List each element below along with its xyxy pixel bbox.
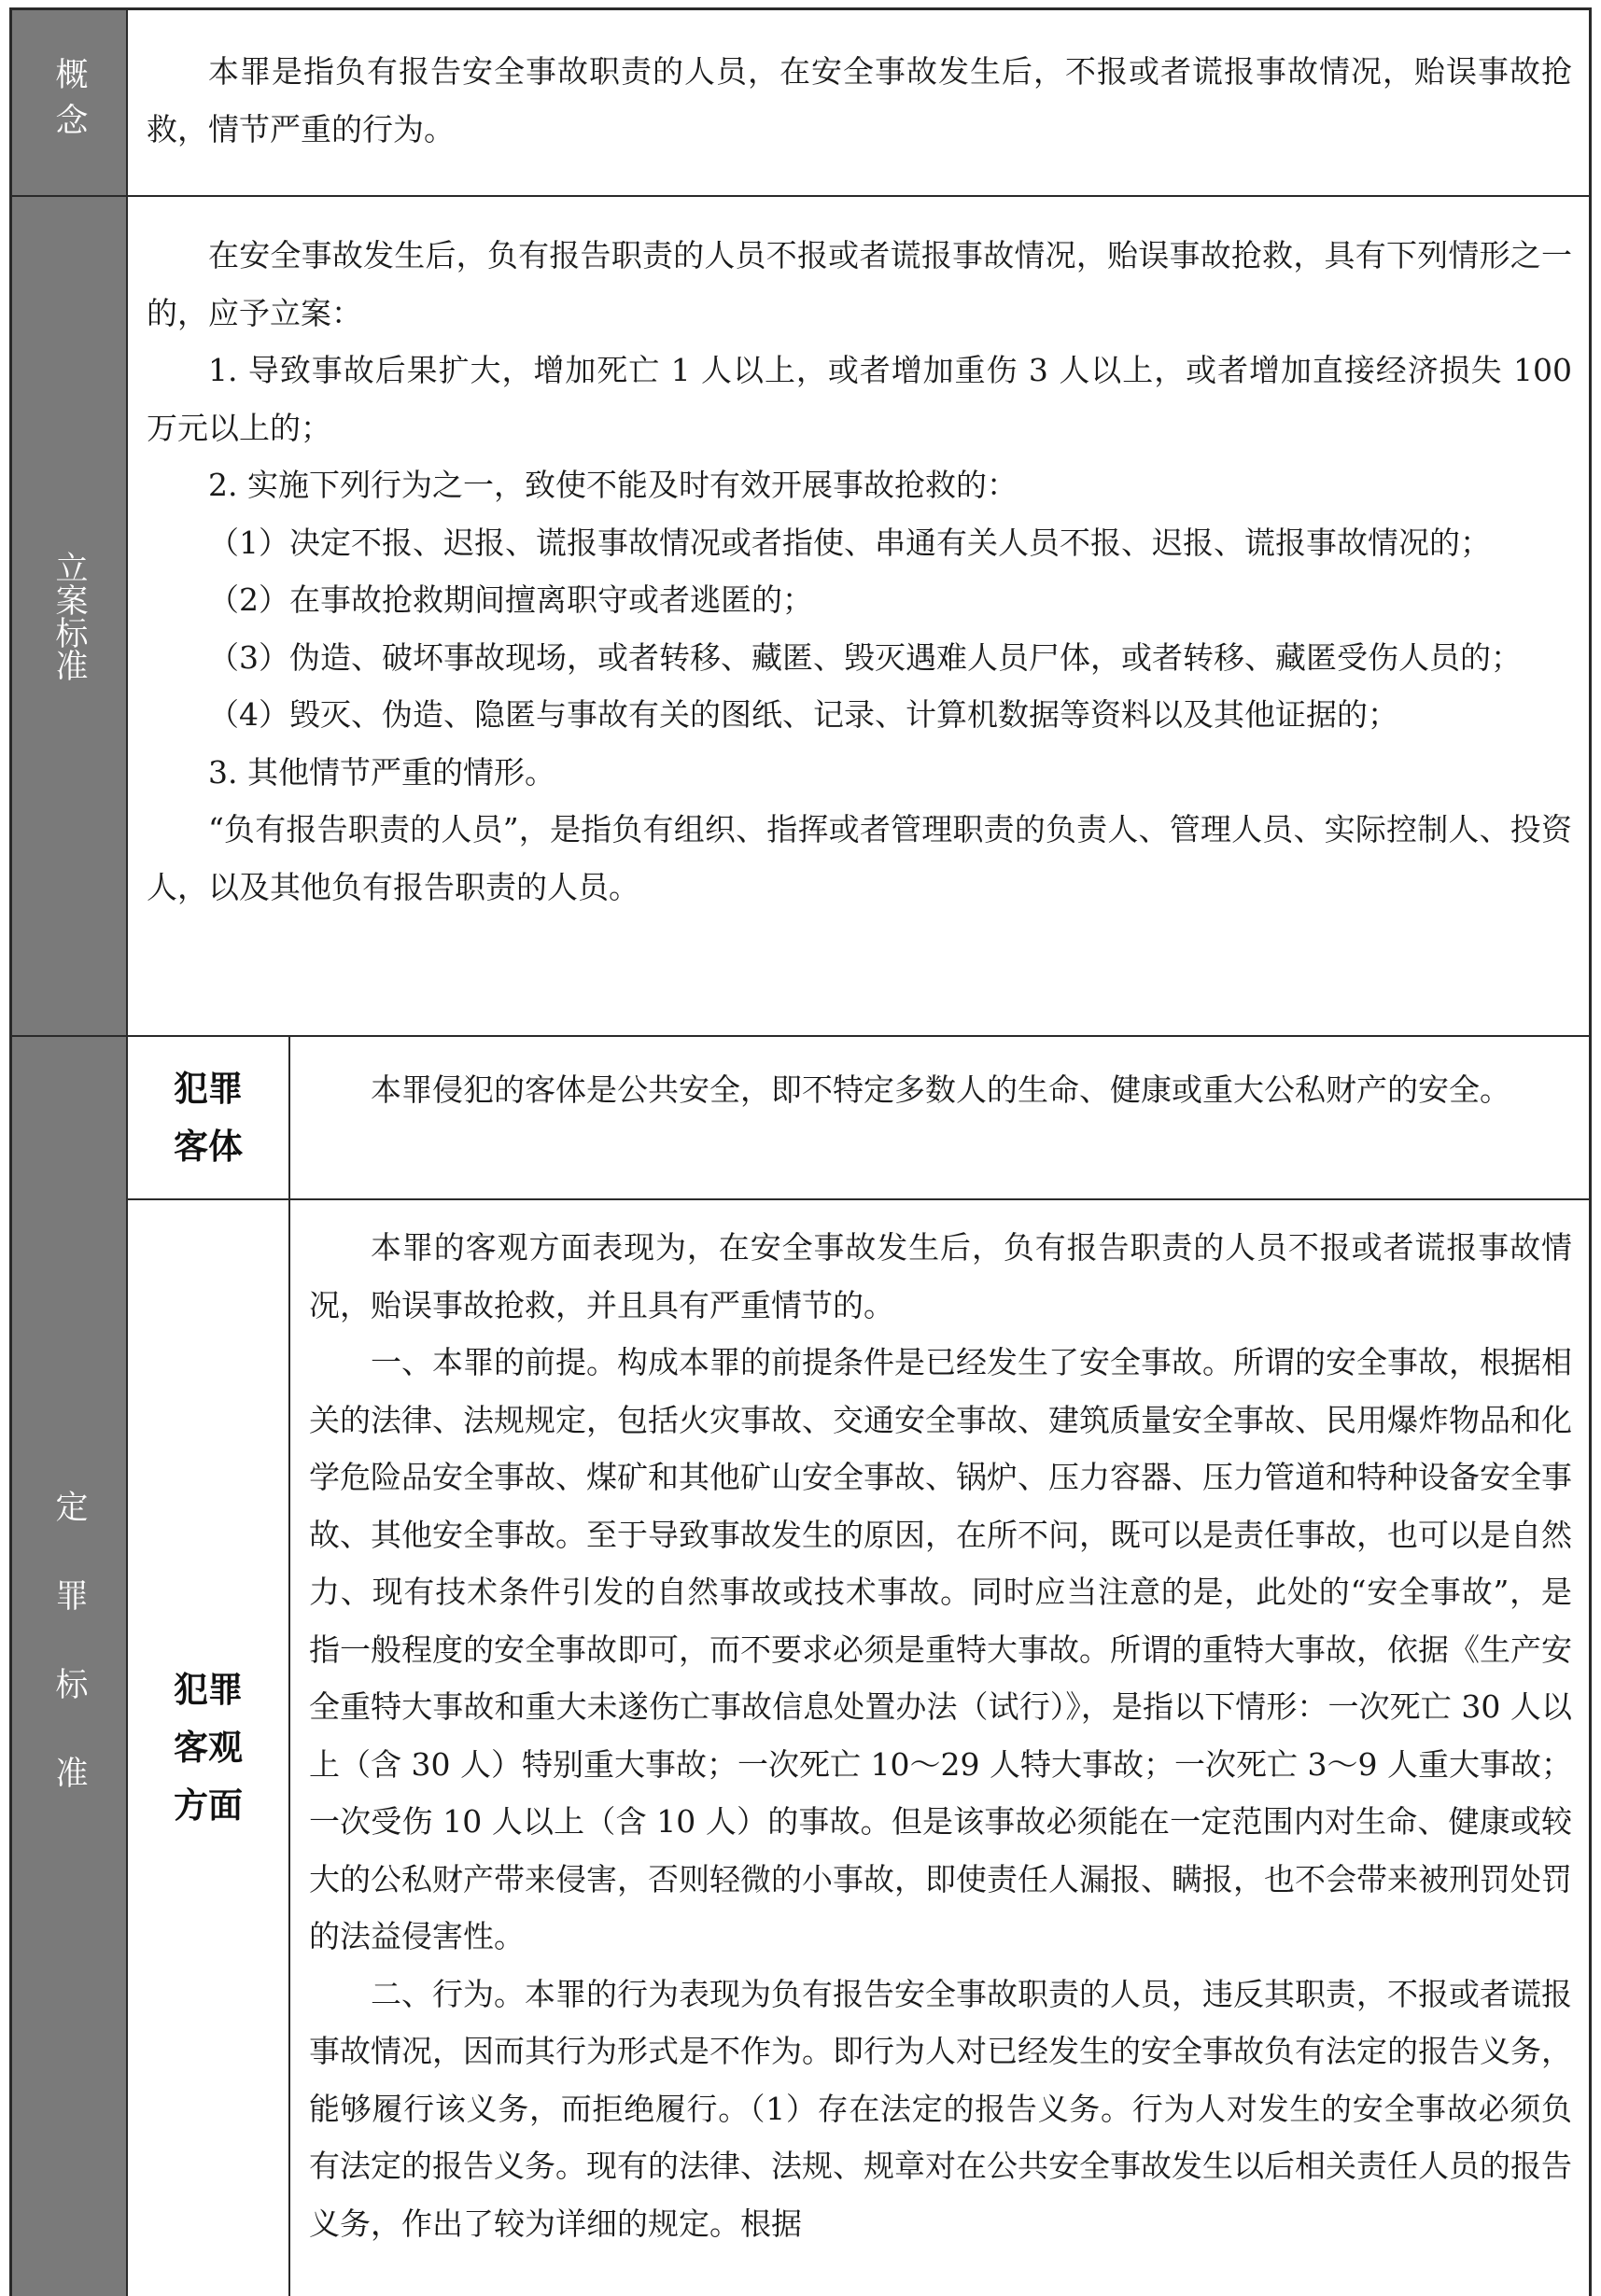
crime-standard-table	[9, 7, 1592, 2296]
crime-objective-paragraph: 本罪的客观方面表现为，在安全事故发生后，负有报告职责的人员不报或者谎报事故情况，贻误事故抢救，并且具有严重情节的。	[309, 1229, 1572, 1323]
filing-paragraph: 1. 导致事故后果扩大，增加死亡 1 人以上，或者增加重伤 3 人以上，或者增加直接经济损失 100 万元以上的；	[147, 352, 1572, 446]
crime-object-label: 犯罪客体	[174, 1068, 243, 1167]
crime-object-paragraph: 本罪侵犯的客体是公共安全，即不特定多数人的生命、健康或重大公私财产的安全。	[371, 1071, 1510, 1108]
concept-label: 概念	[50, 57, 88, 148]
concept-row	[12, 10, 1589, 197]
filing-paragraph: 3. 其他情节严重的情形。	[208, 753, 555, 791]
crime-objective-paragraph: 二、行为。本罪的行为表现为负有报告安全事故职责的人员，违反其职责，不报或者谎报事故情况，因而其行为形式是不作为。即行为人对已经发生的安全事故负有法定的报告义务，能够履行该义务，而拒绝履行。（1）存在法定的报告义务。行为人对发生的安全事故必须负有法定的报告义务。现有的法律、法规、规章对在公共安全事故发生以后相关责任人员的报告义务，作出了较为详细的规定。根据	[309, 1975, 1572, 2242]
concept-label-cell	[12, 10, 128, 195]
filing-paragraph: 2. 实施下列行为之一，致使不能及时有效开展事故抢救的：	[208, 467, 1018, 503]
conviction-standard-block	[12, 1037, 1589, 2296]
filing-paragraph: （1）决定不报、迟报、谎报事故情况或者指使、串通有关人员不报、迟报、谎报事故情况的；	[208, 524, 1491, 561]
concept-content	[128, 10, 1589, 195]
crime-object-label-cell	[128, 1037, 290, 1198]
filing-content	[128, 197, 1589, 1035]
filing-label: 立案标准	[50, 551, 88, 681]
filing-paragraph: 在安全事故发生后，负有报告职责的人员不报或者谎报事故情况，贻误事故抢救，具有下列情形之一的，应予立案：	[147, 237, 1572, 331]
crime-objective-row	[128, 1200, 1589, 2296]
crime-objective-paragraph: 一、本罪的前提。构成本罪的前提条件是已经发生了安全事故。所谓的安全事故，根据相关的法律、法规规定，包括火灾事故、交通安全事故、建筑质量安全事故、民用爆炸物品和化学危险品安全事故、煤矿和其他矿山安全事故、锅炉、压力容器、压力管道和特种设备安全事故、其他安全事故。至于导致事故发生的原因，在所不问，既可以是责任事故，也可以是自然力、现有技术条件引发的自然事故或技术事故。同时应当注意的是，此处的“安全事故”，是指一般程度的安全事故即可，而不要求必须是重特大事故。所谓的重特大事故，依据《生产安全重特大事故和重大未遂伤亡事故信息处置办法（试行）》，是指以下情形：一次死亡 30 人以上（含 30 人）特别重大事故；一次死亡 10～29 人特大事故；一次死亡 3～9 人重大事故；一次受伤 10 人以上（含 10 人）的事故。但是该事故必须能在一定范围内对生命、健康或较大的公私财产带来侵害，否则轻微的小事故，即使责任人漏报、瞒报，也不会带来被刑罚处罚的法益侵害性。	[309, 1344, 1572, 1954]
crime-object-content	[290, 1037, 1589, 1198]
conviction-label: 定罪标准	[50, 1489, 88, 1844]
conviction-label-cell	[12, 1037, 128, 2296]
filing-paragraph: （4）毁灭、伪造、隐匿与事故有关的图纸、记录、计算机数据等资料以及其他证据的；	[208, 696, 1398, 733]
crime-objective-content	[290, 1200, 1589, 2296]
filing-label-cell	[12, 197, 128, 1035]
crime-objective-label: 犯罪客观方面	[174, 1670, 243, 1826]
filing-paragraph: “负有报告职责的人员”，是指负有组织、指挥或者管理职责的负责人、管理人员、实际控制人、投资人，以及其他负有报告职责的人员。	[147, 811, 1572, 905]
crime-objective-label-cell	[128, 1200, 290, 2296]
crime-object-row	[128, 1037, 1589, 1200]
filing-paragraph: （3）伪造、破坏事故现场，或者转移、藏匿、毁灭遇难人员尸体，或者转移、藏匿受伤人员的；	[208, 638, 1522, 676]
filing-standard-row	[12, 197, 1589, 1037]
concept-paragraph: 本罪是指负有报告安全事故职责的人员，在安全事故发生后，不报或者谎报事故情况，贻误事故抢救，情节严重的行为。	[147, 53, 1572, 147]
filing-paragraph: （2）在事故抢救期间擅离职守或者逃匿的；	[208, 581, 813, 618]
